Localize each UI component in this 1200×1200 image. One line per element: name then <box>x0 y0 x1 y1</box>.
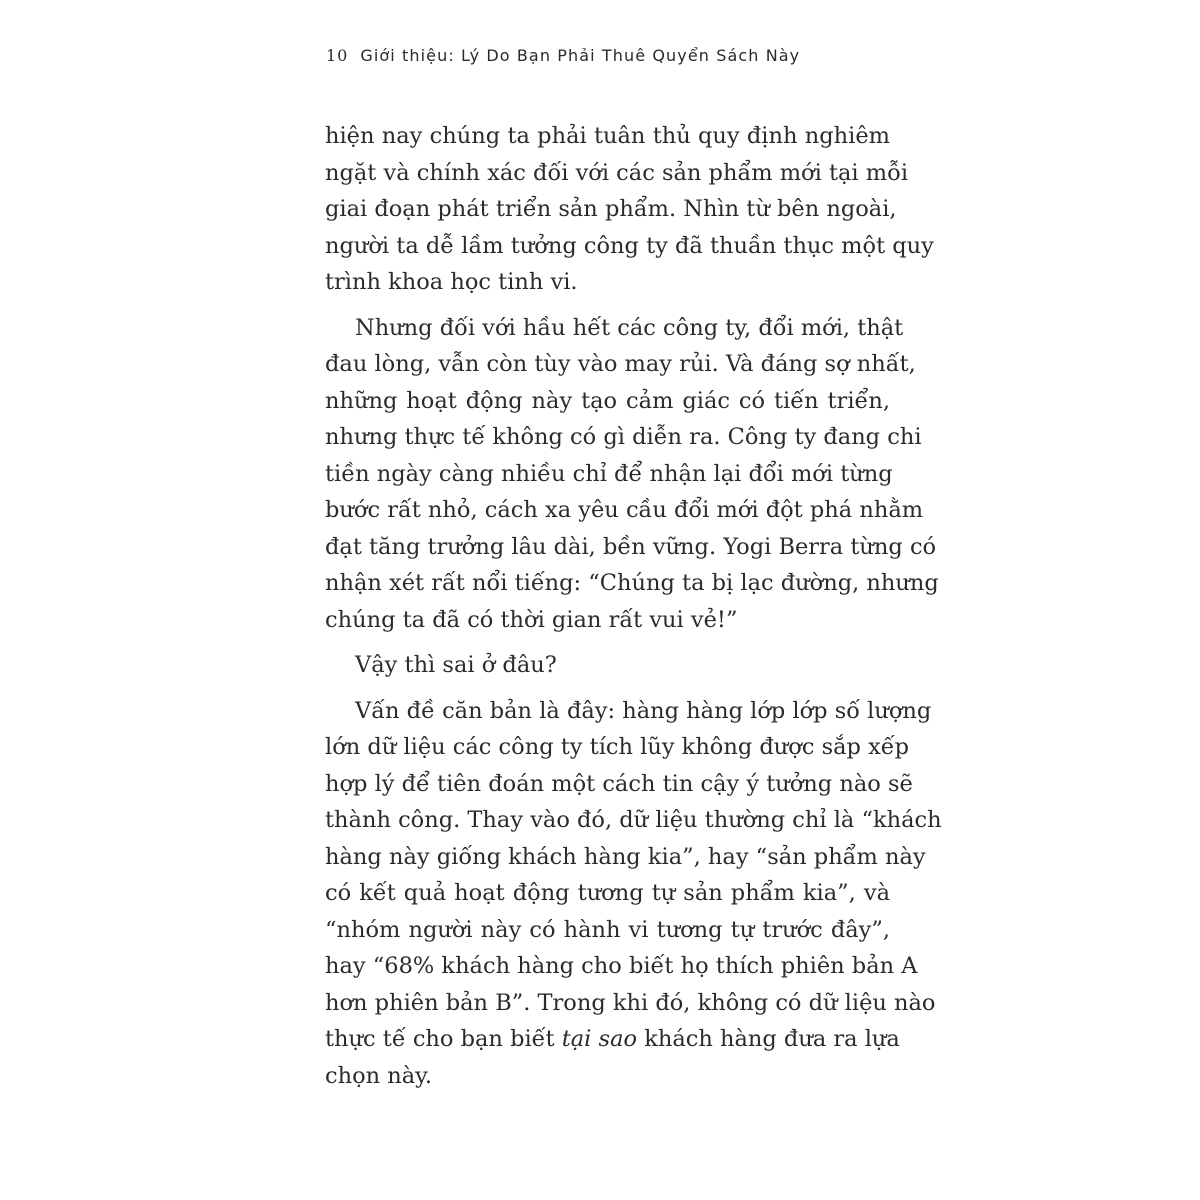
text-line: “nhóm người này có hành vi tương tự trước đây”, <box>325 916 890 943</box>
text-line: tiền ngày càng nhiều chỉ để nhận lại đổi mới từng <box>325 460 893 487</box>
paragraph-4 <box>325 693 942 1095</box>
text-line: đau lòng, vẫn còn tùy vào may rủi. Và đáng sợ nhất, <box>325 351 916 377</box>
text-line-with-emphasis <box>325 1021 900 1058</box>
text-line: hiện nay chúng ta phải tuân thủ quy định nghiêm <box>325 123 890 149</box>
running-header <box>326 46 800 65</box>
text-line: bước rất nhỏ, cách xa yêu cầu đổi mới đột phá nhằm <box>325 497 924 523</box>
text-line: chúng ta đã có thời gian rất vui vẻ!” <box>325 606 738 633</box>
text-line: chọn này. <box>325 1062 433 1089</box>
text-line: Vậy thì sai ở đâu? <box>355 652 557 678</box>
text-line: Vấn đề căn bản là đây: hàng hàng lớp lớp số lượng <box>355 697 932 724</box>
text-line: giai đoạn phát triển sản phẩm. Nhìn từ bên ngoài, <box>325 196 897 222</box>
paragraph-2 <box>325 310 939 639</box>
text-line: người ta dễ lầm tưởng công ty đã thuần thục một quy <box>325 232 934 259</box>
text-line: hợp lý để tiên đoán một cách tin cậy ý tưởng nào sẽ <box>325 770 913 797</box>
body-text <box>325 118 942 1103</box>
text-line: ngặt và chính xác đối với các sản phẩm mới tại mỗi <box>325 159 909 186</box>
page-number: 10 <box>326 46 349 65</box>
text-line: có kết quả hoạt động tương tự sản phẩm kia”, và <box>325 880 890 906</box>
text-segment: khách hàng đưa ra lựa <box>644 1026 900 1052</box>
chapter-title: Giới thiệu: Lý Do Bạn Phải Thuê Quyển Sách Này <box>360 46 801 65</box>
text-line: Nhưng đối với hầu hết các công ty, đổi mới, thật <box>355 314 904 341</box>
paragraph-3 <box>325 647 890 684</box>
text-segment: thực tế cho bạn biết <box>325 1026 555 1052</box>
text-line: nhưng thực tế không có gì diễn ra. Công ty đang chi <box>325 424 922 450</box>
text-line: nhận xét rất nổi tiếng: “Chúng ta bị lạc đường, nhưng <box>325 570 939 596</box>
text-line: lớn dữ liệu các công ty tích lũy không được sắp xếp <box>325 734 910 760</box>
text-line: đạt tăng trưởng lâu dài, bền vững. Yogi Berra từng có <box>325 533 937 560</box>
paragraph-1 <box>325 118 934 301</box>
text-line: hơn phiên bản B”. Trong khi đó, không có dữ liệu nào <box>325 989 936 1016</box>
text-line: thành công. Thay vào đó, dữ liệu thường chỉ là “khách <box>325 807 942 833</box>
text-line: hay “68% khách hàng cho biết họ thích phiên bản A <box>325 953 918 979</box>
text-line: hàng này giống khách hàng kia”, hay “sản phẩm này <box>325 843 926 870</box>
text-line: trình khoa học tinh vi. <box>325 269 578 295</box>
text-line: những hoạt động này tạo cảm giác có tiến triển, <box>325 387 890 414</box>
emphasis-text: tại sao <box>561 1026 638 1052</box>
